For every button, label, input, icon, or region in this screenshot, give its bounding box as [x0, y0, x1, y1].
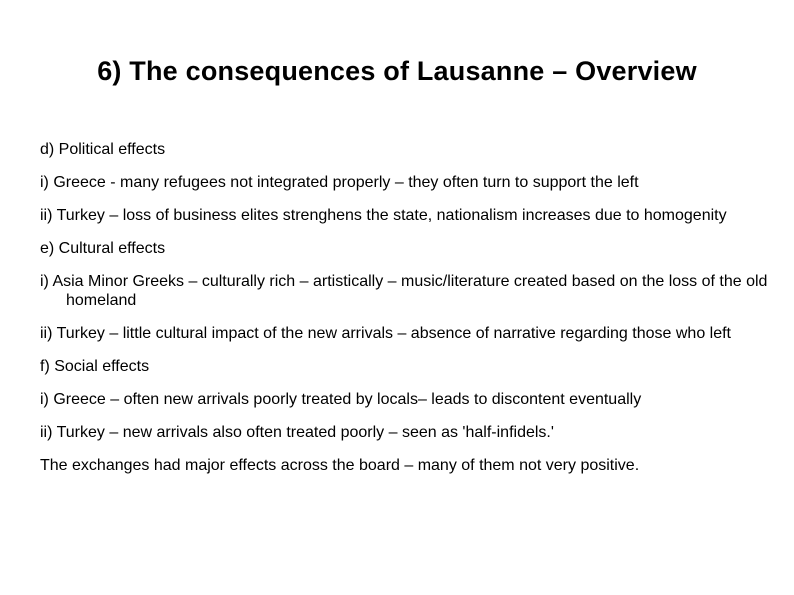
- bullet-social-greece: i) Greece – often new arrivals poorly treated by locals– leads to discontent eventually: [40, 391, 642, 408]
- bullet-political-turkey: ii) Turkey – loss of business elites strenghens the state, nationalism increases due to homogenity: [40, 207, 727, 224]
- conclusion-text: The exchanges had major effects across the board – many of them not very positive.: [40, 457, 640, 474]
- bullet-cultural-turkey: ii) Turkey – little cultural impact of the new arrivals – absence of narrative regarding those who left: [40, 325, 731, 342]
- section-heading-political: d) Political effects: [40, 141, 166, 158]
- section-heading-cultural: e) Cultural effects: [40, 240, 166, 257]
- slide-title: 6) The consequences of Lausanne – Overview: [97, 56, 697, 86]
- bullet-social-turkey: ii) Turkey – new arrivals also often treated poorly – seen as 'half-infidels.': [40, 424, 554, 441]
- section-heading-social: f) Social effects: [40, 358, 150, 375]
- bullet-political-greece: i) Greece - many refugees not integrated properly – they often turn to support the left: [40, 174, 639, 191]
- slide-body: [40, 140, 770, 475]
- bullet-cultural-greeks: i) Asia Minor Greeks – culturally rich – artistically – music/literature created based on the loss of the old homeland: [40, 273, 768, 309]
